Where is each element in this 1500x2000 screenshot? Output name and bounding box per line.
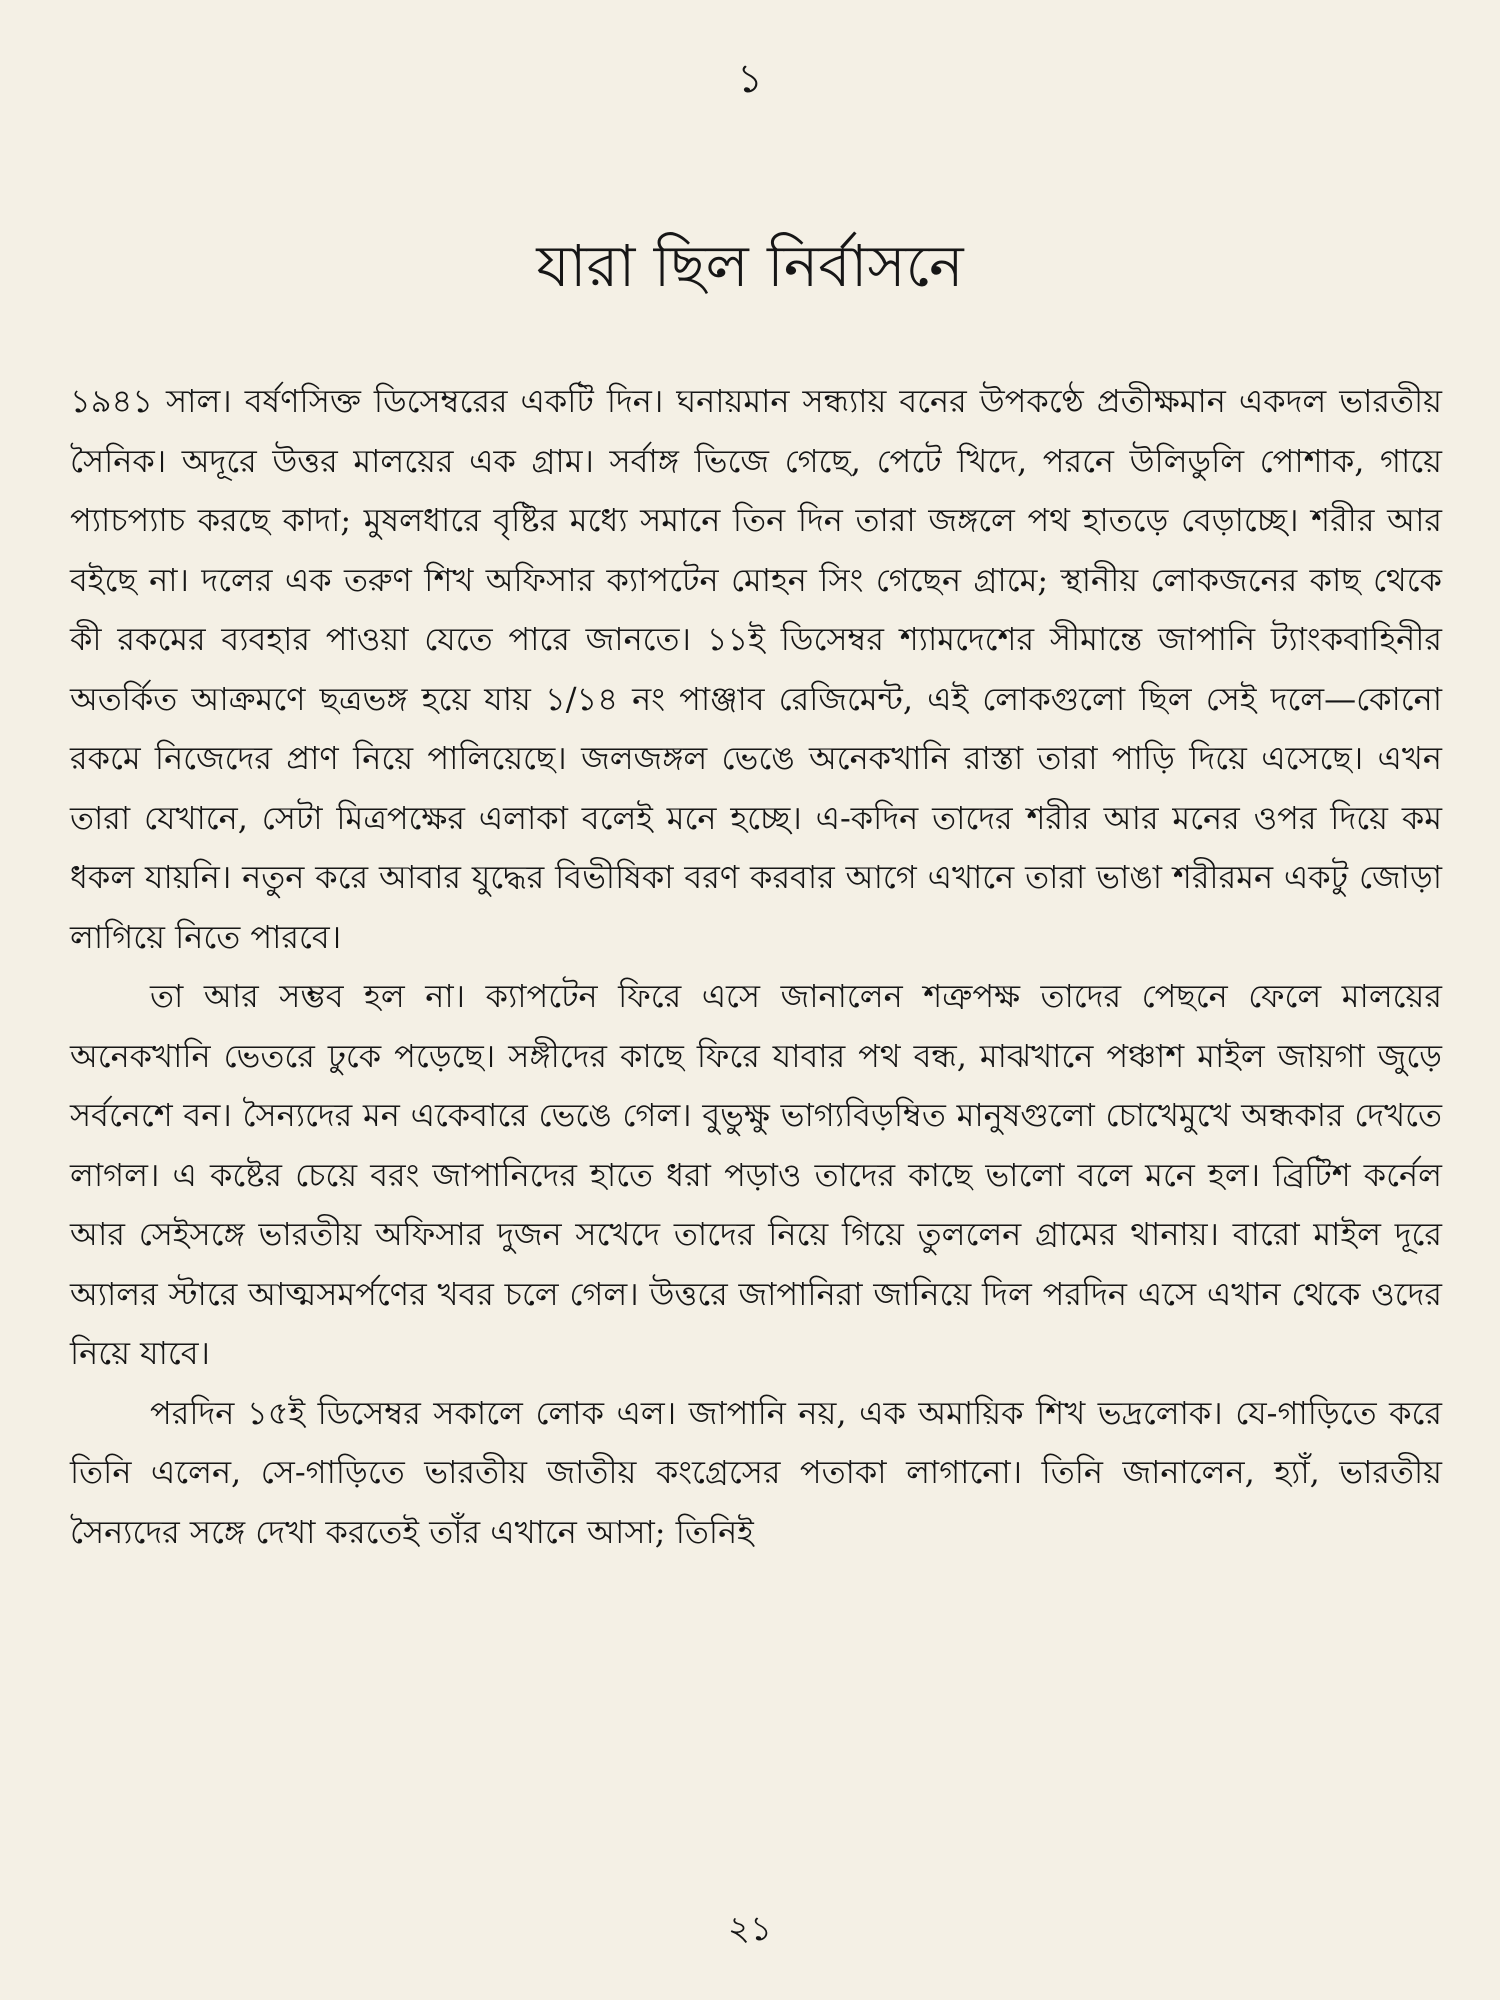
- paragraph: তা আর সম্ভব হল না। ক্যাপটেন ফিরে এসে জানালেন শত্রুপক্ষ তাদের পেছনে ফেলে মালয়ের অনেকখানি ভেতরে ঢুকে পড়েছে। সঙ্গীদের কাছে ফিরে যাবার পথ বন্ধ, মাঝখানে পঞ্চাশ মাইল জায়গা জুড়ে সর্বনেশে বন। সৈন্যদের মন একেবারে ভেঙে গেল। বুভুক্ষু ভাগ্যবিড়ম্বিত মানুষগুলো চোখেমুখে অন্ধকার দেখতে লাগল। এ কষ্টের চেয়ে বরং জাপানিদের হাতে ধরা পড়াও তাদের কাছে ভালো বলে মনে হল। ব্রিটিশ কর্নেল আর সেইসঙ্গে ভারতীয় অফিসার দুজন সখেদে তাদের নিয়ে গিয়ে তুললেন গ্রামের থানায়। বারো মাইল দূরে অ্যালর স্টারে আত্মসমর্পণের খবর চলে গেল। উত্তরে জাপানিরা জানিয়ে দিল পরদিন এসে এখান থেকে ওদের নিয়ে যাবে।: [70, 977, 1442, 1372]
- page-number: ২১: [727, 1909, 773, 1949]
- chapter-number: ১: [737, 56, 763, 102]
- paragraph: ১৯৪১ সাল। বর্ষণসিক্ত ডিসেম্বরের একটি দিন। ঘনায়মান সন্ধ্যায় বনের উপকণ্ঠে প্রতীক্ষমান একদল ভারতীয় সৈনিক। অদূরে উত্তর মালয়ের এক গ্রাম। সর্বাঙ্গ ভিজে গেছে, পেটে খিদে, পরনে উলিডুলি পোশাক, গায়ে প্যাচপ্যাচ করছে কাদা; মুষলধারে বৃষ্টির মধ্যে সমানে তিন দিন তারা জঙ্গলে পথ হাতড়ে বেড়াচ্ছে। শরীর আর বইছে না। দলের এক তরুণ শিখ অফিসার ক্যাপটেন মোহন সিং গেছেন গ্রামে; স্থানীয় লোকজনের কাছ থেকে কী রকমের ব্যবহার পাওয়া যেতে পারে জানতে। ১১ই ডিসেম্বর শ্যামদেশের সীমান্তে জাপানি ট্যাংকবাহিনীর অতর্কিত আক্রমণে ছত্রভঙ্গ হয়ে যায় ১/১৪ নং পাঞ্জাব রেজিমেন্ট, এই লোকগুলো ছিল সেই দলে—কোনো রকমে নিজেদের প্রাণ নিয়ে পালিয়েছে। জলজঙ্গল ভেঙে অনেকখানি রাস্তা তারা পাড়ি দিয়ে এসেছে। এখন তারা যেখানে, সেটা মিত্রপক্ষের এলাকা বলেই মনে হচ্ছে। এ-কদিন তাদের শরীর আর মনের ওপর দিয়ে কম ধকল যায়নি। নতুন করে আবার যুদ্ধের বিভীষিকা বরণ করবার আগে এখানে তারা ভাঙা শরীরমন একটু জোড়া লাগিয়ে নিতে পারবে।: [70, 382, 1442, 956]
- chapter-title: যারা ছিল নির্বাসনে: [536, 232, 964, 300]
- paragraph: পরদিন ১৫ই ডিসেম্বর সকালে লোক এল। জাপানি নয়, এক অমায়িক শিখ ভদ্রলোক। যে-গাড়িতে করে তিনি এলেন, সে-গাড়িতে ভারতীয় জাতীয় কংগ্রেসের পতাকা লাগানো। তিনি জানালেন, হ্যাঁ, ভারতীয় সৈন্যদের সঙ্গে দেখা করতেই তাঁর এখানে আসা; তিনিই: [70, 1393, 1442, 1551]
- body-text: [70, 372, 1442, 1562]
